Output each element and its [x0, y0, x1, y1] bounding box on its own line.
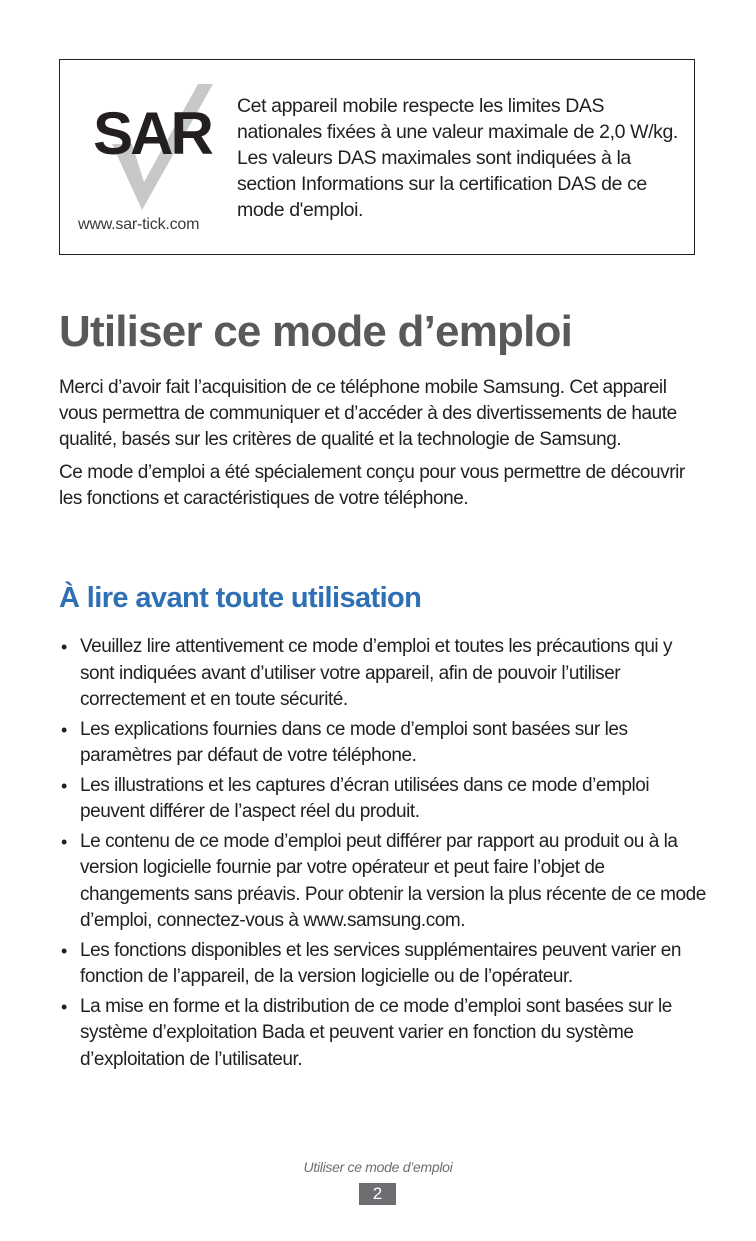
sar-tick-logo [82, 82, 222, 212]
list-item [59, 634, 709, 714]
intro-paragraph: Ce mode d’emploi a été spécialement conçu pour vous permettre de découvrir les fonctions et caractéristiques de votre téléphone. [59, 462, 685, 509]
sar-notice-box [59, 59, 695, 255]
intro-paragraph: Merci d’avoir fait l’acquisition de ce téléphone mobile Samsung. Cet appareil vous permettra de communiquer et d’accéder à des divertissements de haute qualité, basés sur les critères de qualité et la technologie de Samsung. [59, 377, 677, 450]
list-item [59, 773, 709, 826]
list-item [59, 994, 709, 1074]
list-item-text: Les illustrations et les captures d’écran utilisées dans ce mode d’emploi peuvent différer de l’aspect réel du produit. [80, 774, 650, 822]
list-item-text: Veuillez lire attentivement ce mode d’emploi et toutes les précautions qui y sont indiquées avant d’utiliser votre appareil, afin de pouvoir l’utiliser correctement et en toute sécurité. [80, 636, 673, 710]
list-item-text: Les explications fournies dans ce mode d’emploi sont basées sur les paramètres par défaut de votre téléphone. [80, 718, 628, 766]
page-number: 2 [359, 1183, 396, 1205]
sar-notice-text: Cet appareil mobile respecte les limites DAS nationales fixées à une valeur maximale de 2,0 W/kg. Les valeurs DAS maximales sont indiquées à la section Informations sur la certification DAS de ce mode d'emploi. [237, 95, 678, 221]
bullet-list [59, 634, 709, 1076]
bullet-icon: • [61, 831, 67, 852]
bullet-icon: • [61, 719, 67, 740]
section-heading: À lire avant toute utilisation [59, 582, 422, 614]
bullet-icon: • [61, 775, 67, 796]
bullet-icon: • [61, 637, 67, 657]
list-item-text: La mise en forme et la distribution de ce mode d’emploi sont basées sur le système d’exploitation Bada et peuvent varier en fonction du système d’exploitation de l’utilisateur. [80, 995, 672, 1070]
list-item-text: Les fonctions disponibles et les services supplémentaires peuvent varier en fonction de l’appareil, de la version logicielle ou de l’opérateur. [80, 939, 681, 987]
list-item-text: Le contenu de ce mode d’emploi peut différer par rapport au produit ou à la version logicielle fournie par votre opérateur et peut faire l’objet de changements sans préavis. Pour obtenir la version la plus récente de ce mode d’emploi, connectez-vous à www.samsung.com. [80, 830, 706, 931]
intro-section [59, 375, 704, 519]
sar-url: www.sar-tick.com [78, 216, 200, 233]
bullet-icon: • [61, 996, 67, 1017]
list-item [59, 829, 709, 935]
list-item [59, 717, 709, 770]
list-item [59, 938, 709, 991]
footer-label: Utiliser ce mode d’emploi [303, 1159, 453, 1175]
sar-logo-text: SAR [93, 100, 211, 167]
bullet-icon: • [61, 940, 67, 961]
page-title: Utiliser ce mode d’emploi [59, 307, 573, 356]
